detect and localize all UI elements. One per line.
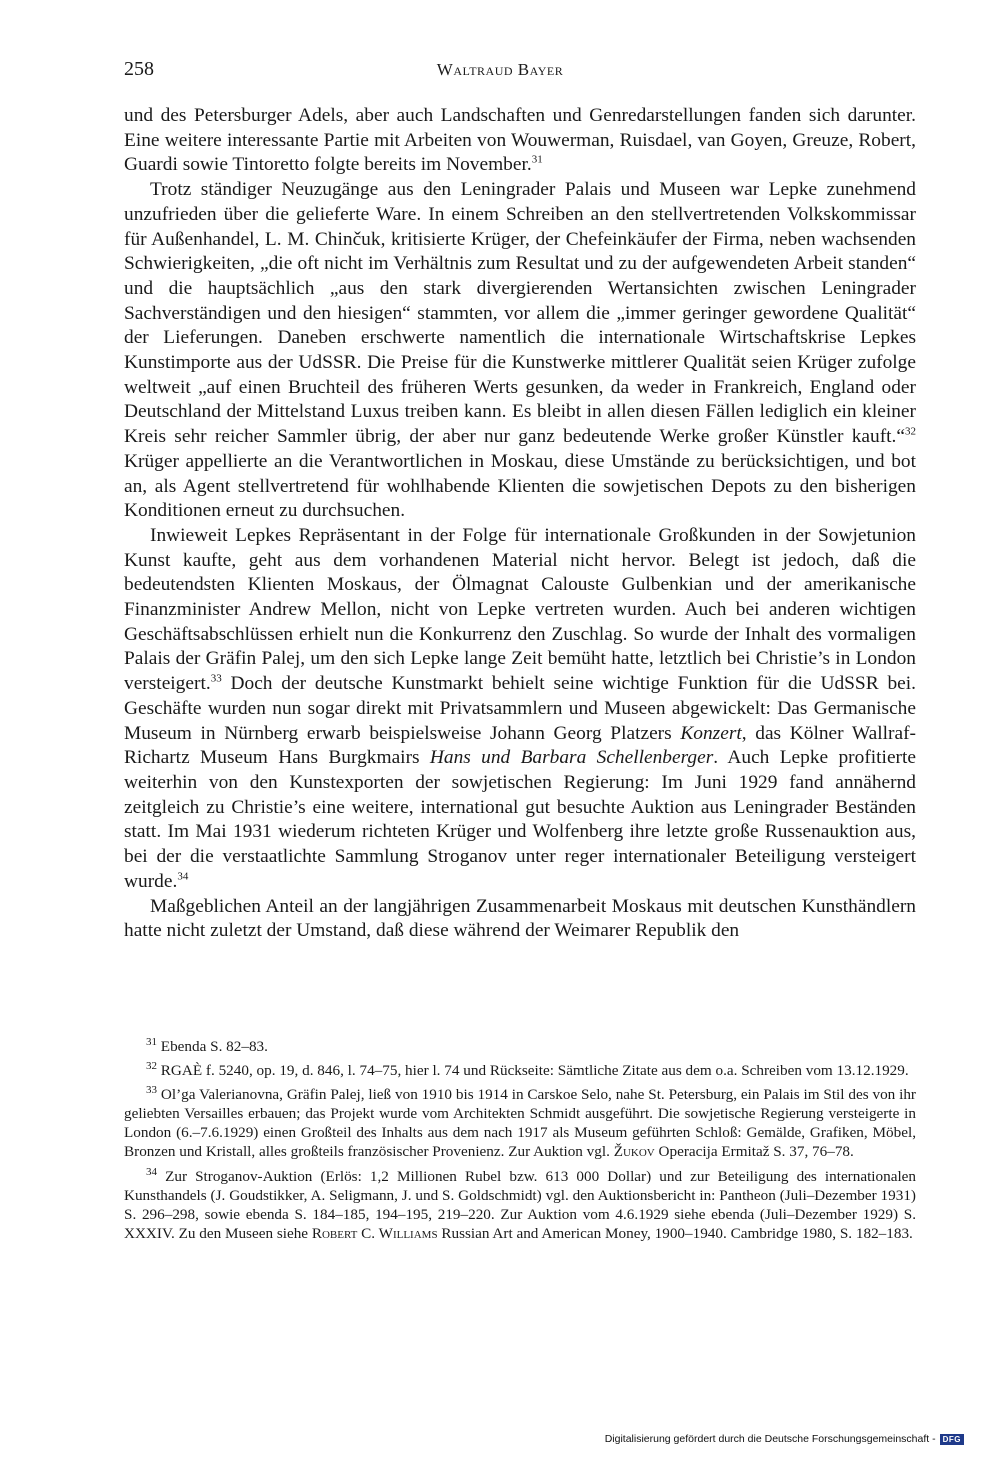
footnote-ref-34[interactable]: 34 <box>177 870 189 883</box>
dfg-logo: DFG <box>940 1434 964 1445</box>
paragraph-3: Inwieweit Lepkes Repräsentant in der Folge für internationale Großkunden in der Sowjetunion Kunst kaufte, geht aus dem vorhandenen Material nicht hervor. Belegt ist jedoch, daß die bedeutendsten Klienten Moskaus, der Ölmagnat Calouste Gulbenkian und der amerikanische Finanzminister Andrew Mellon, nicht von Lepke vertreten wurden. Auch bei anderen wichtigen Geschäftsabschlüssen erhielt nun die Konkurrenz den Zuschlag. So wurde der Inhalt des vormaligen Palais der Gräfin Palej, um den sich Lepke lange Zeit bemüht hatte, letztlich bei Christie’s in London versteigert.$^{33}$ Doch der deutsche Kunstmarkt behielt seine wichtige Funktion für die UdSSR bei. Geschäfte wurden nun sogar direkt mit Privatsammlern und Museen abgewickelt: Das Germanische Museum in Nürnberg erwarb beispielsweise Johann Georg Platzers Konzert, das Kölner Wallraf-Richartz Museum Hans Burgkmairs Hans und Barbara Schellenberger. Auch Lepke profitierte weiterhin von den Kunstexporten der sowjetischen Regierung: Im Juni 1929 fand annähernd zeitgleich zu Christie’s eine weitere, international gut besuchte Auktion aus Leningrader Beständen statt. Im Mai 1931 wiederum richteten Krüger und Wolfenberg ihre letzte große Russenauktion aus, bei der die verstaatlichte Sammlung Stroganov unter reger internationaler Beteiligung versteigert wurde.$^{34}$ <box>124 524 917 892</box>
paragraph-4: Maßgeblichen Anteil an der langjährigen Zusammenarbeit Moskaus mit deutschen Kunsthändlern hatte nicht zuletzt der Umstand, daß diese während der Weimarer Republik den <box>124 895 916 942</box>
digitization-credit <box>605 1433 964 1445</box>
footnote-ref-31[interactable]: 31 <box>531 153 543 166</box>
footnote-34: $^{34}$ Zur Stroganov-Auktion (Erlös: 1,2 Millionen Rubel bzw. 613 000 Dollar) und zur Beteiligung des internationalen Kunsthandels (J. Goudstikker, A. Seligmann, J. und S. Goldschmidt) vgl. den Auktionsbericht in: Pantheon (Juli–Dezember 1931) S. 296–298, sowie ebenda S. 184–185, 194–195, 219–220. Zur Auktion vom 4.6.1929 siehe ebenda (Juli–Dezember 1929) S. XXXIV. Zu den Museen siehe Robert C. Williams Russian Art and American Money, 1900–1940. Cambridge 1980, S. 182–183. <box>124 1165 916 1242</box>
footnotes <box>124 1037 916 1248</box>
running-head: Waltraud Bayer <box>436 60 564 79</box>
credit-text: Digitalisierung gefördert durch die Deutsche Forschungsgemeinschaft - <box>604 1433 936 1445</box>
footnote-32: $^{32}$ RGAÈ f. 5240, op. 19, d. 846, l. 74–75, hier l. 74 und Rückseite: Sämtliche Zitate aus dem o.a. Schreiben vom 13.12.1929. <box>146 1060 909 1080</box>
footnote-31: $^{31}$ Ebenda S. 82–83. <box>146 1035 268 1055</box>
body-text <box>124 104 916 944</box>
title-schellenberger: Hans und Barbara Schellenberger <box>429 747 714 769</box>
paragraph-1: und des Petersburger Adels, aber auch Landschaften und Genredarstellungen fanden sich darunter. Eine weitere interessante Partie mit Arbeiten von Wouwerman, Ruisdael, van Goyen, Greuze, Robert, Guardi sowie Tintoretto folgte bereits im November.$^{31}$ <box>124 105 916 176</box>
footnote-ref-33[interactable]: 33 <box>210 672 222 685</box>
footnote-33: $^{33}$ Ol’ga Valerianovna, Gräfin Palej, ließ von 1910 bis 1914 in Carskoe Selo, nahe St. Petersburg, ein Palais im Stil des von ihr geliebten Versailles erbauen; das Projekt wurde vom Architekten Schmidt ausgeführt. Die sowjetische Regierung versteigerte in London (6.–7.6.1929) einen Großteil des Inhalts aus dem nach 1917 als Museum geführten Schloß: Gemälde, Grafiken, Möbel, Bronzen und Kristall, alles großteils französischer Provenienz. Zur Auktion vgl. Žukov Operacija Ermitaž S. 37, 76–78. <box>124 1084 916 1161</box>
title-konzert: Konzert <box>680 722 742 744</box>
footnote-ref-32[interactable]: 32 <box>905 425 916 438</box>
page-number: 258 <box>124 58 154 80</box>
paragraph-2: Trotz ständiger Neuzugänge aus den Leningrader Palais und Museen war Lepke zunehmend unzufrieden über die gelieferte Ware. In einem Schreiben an den stellvertretenden Volkskommissar für Außenhandel, L. M. Chinčuk, kritisierte Krüger, der Chefeinkäufer der Firma, neben wachsenden Schwierigkeiten, „die oft nicht im Verhältnis zum Resultat und zu der aufgewendeten Arbeit standen“ und die hauptsächlich „aus den stark divergierenden Wertansichten zwischen Leningrader Sachverständigen und den hiesigen“ stammten, vor allem die „immer geringer gewordene Qualität“ der Lieferungen. Daneben erschwerte namentlich die internationale Wirtschaftskrise Lepkes Kunstimporte aus der UdSSR. Die Preise für die Kunstwerke mittlerer Qualität seien Krüger zufolge weltweit „auf einen Bruchteil des früheren Werts gesunken, da weder in Frankreich, England oder Deutschland der Mittelstand Luxus treiben kann. Es bleibt in allen diesen Fällen lediglich ein kleiner Kreis sehr reicher Sammler übrig, der aber nur ganz bedeutende Werke großer Künstler kauft.“$^{32}$ Krüger appellierte an die Verantwortlichen in Moskau, diese Umstände zu berücksichtigen, und bot an, als Agent stellvertretend für wohlhabende Klienten die sowjetischen Depots zu den bisherigen Konditionen erneut zu durchsuchen. <box>124 179 916 522</box>
